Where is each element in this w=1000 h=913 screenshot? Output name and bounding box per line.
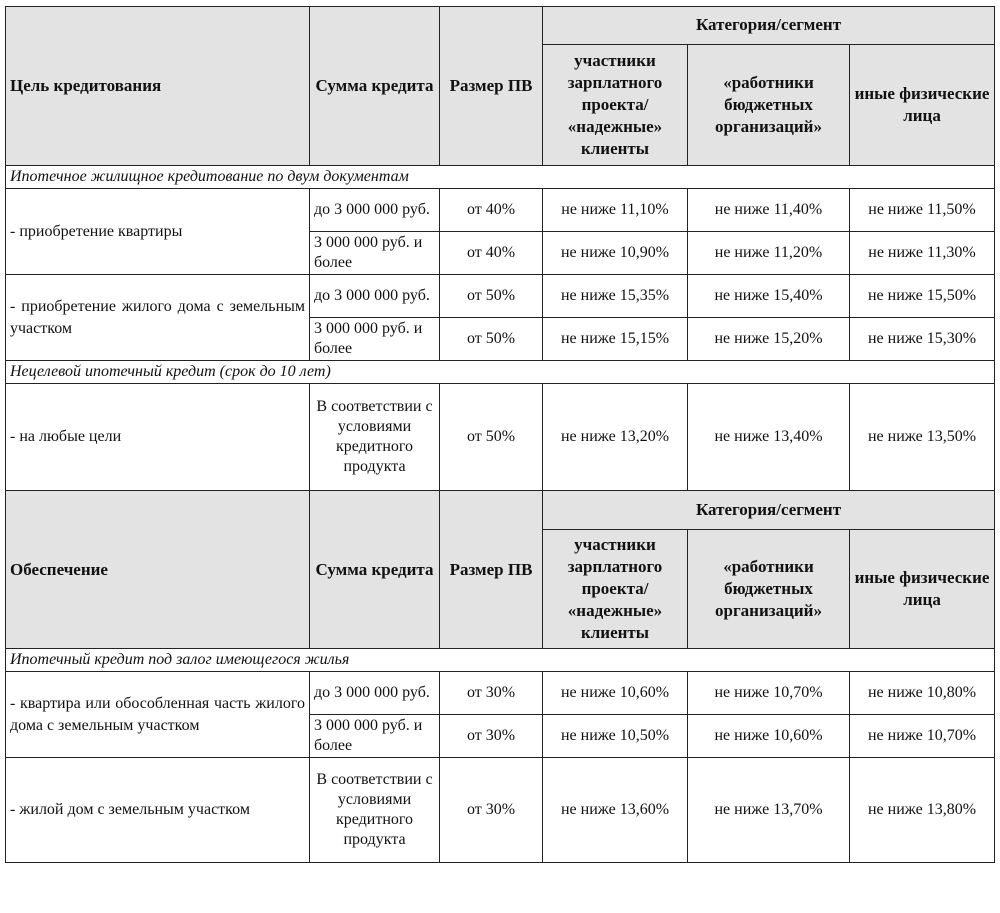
col-pv-header: Размер ПВ: [440, 491, 543, 649]
rate-cell: не ниже 13,70%: [688, 758, 850, 863]
rate-cell: не ниже 11,30%: [850, 232, 995, 275]
table-row: [6, 275, 995, 318]
table-row: [6, 758, 995, 863]
rate-cell: не ниже 11,10%: [543, 189, 688, 232]
table-row: [6, 384, 995, 491]
rate-cell: не ниже 15,35%: [543, 275, 688, 318]
pv-cell: от 40%: [440, 232, 543, 275]
pv-cell: от 50%: [440, 318, 543, 361]
pv-cell: от 50%: [440, 384, 543, 491]
col-amount-header: Сумма кредита: [310, 491, 440, 649]
segment-header-other: иные физические лица: [850, 530, 995, 649]
amount-cell: 3 000 000 руб. и более: [310, 232, 440, 275]
amount-cell: 3 000 000 руб. и более: [310, 715, 440, 758]
section-title-nontarget: Нецелевой ипотечный кредит (срок до 10 лет): [6, 361, 995, 384]
section-title-two-documents: Ипотечное жилищное кредитование по двум документам: [6, 166, 995, 189]
pv-cell: от 50%: [440, 275, 543, 318]
pv-cell: от 30%: [440, 672, 543, 715]
rate-cell: не ниже 11,40%: [688, 189, 850, 232]
amount-cell: 3 000 000 руб. и более: [310, 318, 440, 361]
rate-cell: не ниже 13,50%: [850, 384, 995, 491]
rate-cell: не ниже 10,70%: [688, 672, 850, 715]
rate-cell: не ниже 10,50%: [543, 715, 688, 758]
rate-cell: не ниже 11,20%: [688, 232, 850, 275]
rate-cell: не ниже 15,20%: [688, 318, 850, 361]
segment-header-budget: «работники бюджетных организаций»: [688, 530, 850, 649]
rate-cell: не ниже 13,60%: [543, 758, 688, 863]
table-row: [6, 672, 995, 715]
rate-cell: не ниже 13,20%: [543, 384, 688, 491]
rate-cell: не ниже 10,80%: [850, 672, 995, 715]
amount-cell: до 3 000 000 руб.: [310, 275, 440, 318]
section-row: [6, 166, 995, 189]
col-pv-header: Размер ПВ: [440, 7, 543, 166]
rate-cell: не ниже 15,15%: [543, 318, 688, 361]
segment-header-budget: «работники бюджетных организаций»: [688, 44, 850, 165]
section-title-existing-housing: Ипотечный кредит под залог имеющегося жилья: [6, 649, 995, 672]
col-collateral-header: Обеспечение: [6, 491, 310, 649]
section-row: [6, 649, 995, 672]
table-row: [6, 189, 995, 232]
pv-cell: от 40%: [440, 189, 543, 232]
rate-cell: не ниже 15,30%: [850, 318, 995, 361]
rate-cell: не ниже 13,40%: [688, 384, 850, 491]
collateral-house-with-land: - жилой дом с земельным участком: [6, 758, 310, 863]
category-header: Категория/сегмент: [543, 7, 995, 45]
rate-cell: не ниже 10,60%: [688, 715, 850, 758]
goal-apartment: - приобретение квартиры: [6, 189, 310, 275]
table2-header-row-1: [6, 491, 995, 530]
collateral-apartment: - квартира или обособленная часть жилого дома с земельным участком: [6, 672, 310, 758]
amount-cell: В соответствии с условиями кредитного продукта: [310, 384, 440, 491]
amount-cell: до 3 000 000 руб.: [310, 189, 440, 232]
pv-cell: от 30%: [440, 758, 543, 863]
col-goal-header: Цель кредитования: [6, 7, 310, 166]
rate-cell: не ниже 15,40%: [688, 275, 850, 318]
rate-cell: не ниже 11,50%: [850, 189, 995, 232]
section-row: [6, 361, 995, 384]
table1-header-row-1: [6, 7, 995, 45]
pv-cell: от 30%: [440, 715, 543, 758]
amount-cell: до 3 000 000 руб.: [310, 672, 440, 715]
goal-any-purpose: - на любые цели: [6, 384, 310, 491]
amount-cell: В соответствии с условиями кредитного продукта: [310, 758, 440, 863]
category-header: Категория/сегмент: [543, 491, 995, 530]
rate-cell: не ниже 10,90%: [543, 232, 688, 275]
mortgage-rates-table: [5, 6, 995, 863]
goal-house-with-land: - приобретение жилого дома с земельным участком: [6, 275, 310, 361]
col-amount-header: Сумма кредита: [310, 7, 440, 166]
rate-cell: не ниже 13,80%: [850, 758, 995, 863]
rate-cell: не ниже 10,60%: [543, 672, 688, 715]
segment-header-salary: участники зарплатного проекта/ «надежные» клиенты: [543, 44, 688, 165]
rate-cell: не ниже 10,70%: [850, 715, 995, 758]
rate-cell: не ниже 15,50%: [850, 275, 995, 318]
segment-header-other: иные физические лица: [850, 44, 995, 165]
segment-header-salary: участники зарплатного проекта/ «надежные» клиенты: [543, 530, 688, 649]
